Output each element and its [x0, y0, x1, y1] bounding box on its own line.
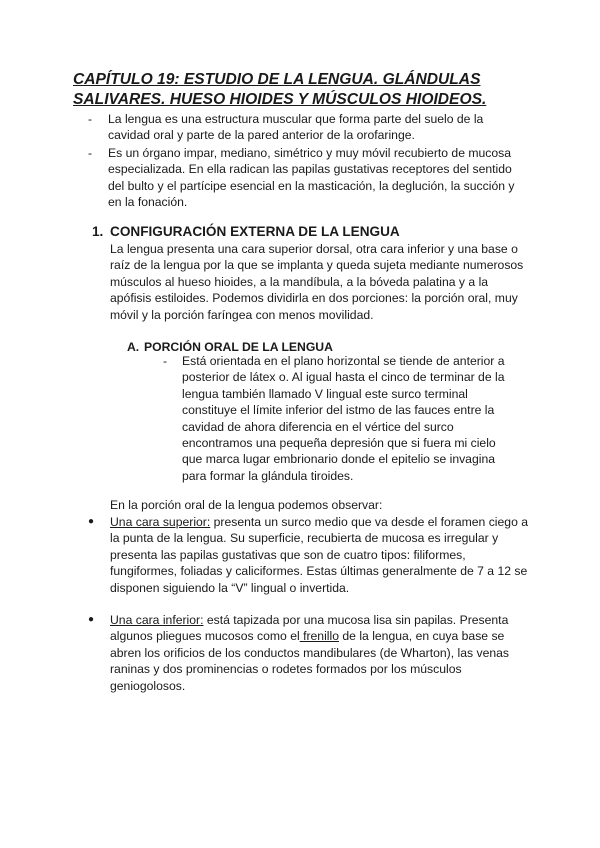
section-number: 1.	[92, 224, 104, 239]
section-heading	[92, 224, 532, 239]
subsection-item-text: Está orientada en el plano horizontal se tiende de anterior a posterior de látex o. Al igual hasta el cinco de terminar de la lengua también llamado V lingual este surco terminal constituye el límite inferior del istmo de las fauces entre la cavidad de ahora diferencia en el vértice del surco encontramos una pequeña depresión que si fuera mi cielo que marca lugar embrionario donde el epitelio se invagina para formar la glándula tiroides.	[182, 354, 505, 483]
bullet-marker: ●	[88, 516, 95, 527]
bullet-text: está tapizada por una mucosa lisa sin papilas. Presenta algunos pliegues mucosos como el	[110, 613, 509, 644]
dash-marker: -	[163, 354, 168, 368]
dash-marker: -	[88, 145, 93, 160]
chapter-title: CAPÍTULO 19: ESTUDIO DE LA LENGUA. GLÁNDULAS SALIVARES. HUESO HIOIDES Y MÚSCULOS HIOIDEOS.	[73, 71, 487, 108]
section-paragraph: La lengua presenta una cara superior dorsal, otra cara inferior y una base o raíz de la lengua por la que se implanta y queda sujeta mediante numerosos músculos al hueso hioides, a la mandíbula, a la bóveda palatina y a la apófisis estiloides. Podemos dividirla en dos porciones: la porción oral, muy móvil y la porción faríngea con menos movilidad.	[110, 242, 524, 322]
bullet-item	[86, 612, 532, 694]
bullet-text: de la lengua, en cuya base se abren los orificios de los conductos mandibulares (de Wharton), las venas raninas y dos prominencias o rodetes formados por los músculos geniogolosos.	[110, 629, 510, 693]
intro-item-text: La lengua es una estructura muscular que forma parte del suelo de la cavidad oral y parte de la pared anterior de la orofaringe.	[108, 112, 484, 143]
section-heading-text: CONFIGURACIÓN EXTERNA DE LA LENGUA	[110, 224, 400, 239]
intro-item	[88, 145, 528, 211]
frenillo-term: frenillo	[299, 629, 339, 644]
bullet-list	[86, 514, 532, 694]
intro-list	[88, 111, 528, 211]
bullet-marker: ●	[88, 614, 95, 626]
bullet-label: Una cara superior:	[110, 515, 211, 529]
intro-item	[88, 111, 528, 144]
subsection-letter: A.	[127, 340, 140, 354]
subsection-heading-text: PORCIÓN ORAL DE LA LENGUA	[144, 340, 333, 354]
dash-marker: -	[88, 112, 93, 126]
intro-item-text: Es un órgano impar, mediano, simétrico y muy móvil recubierto de mucosa especializada. En ella radican las papilas gustativas receptores del sentido del bulto y el partícipe esencial en la masticación, la deglución, la succión y en la fonación.	[108, 145, 515, 210]
subsection-item	[163, 353, 513, 484]
bullet-item	[86, 514, 532, 596]
bullet-label: Una cara inferior:	[110, 613, 204, 628]
subsection-list	[163, 353, 513, 484]
observe-intro: En la porción oral de la lengua podemos observar:	[110, 498, 383, 512]
bullet-text: presenta un surco medio que va desde el foramen ciego a la punta de la lengua. Su superficie, recubierta de mucosa es irregular y presenta las papilas gustativas que son de cuatro tipos: filiformes, fungiformes, foliadas y caliciformes. Estas últimas generalmente de 7 a 12 se disponen siguiendo la “V” lingual o invertida.	[110, 515, 529, 595]
subsection-heading	[127, 340, 333, 354]
